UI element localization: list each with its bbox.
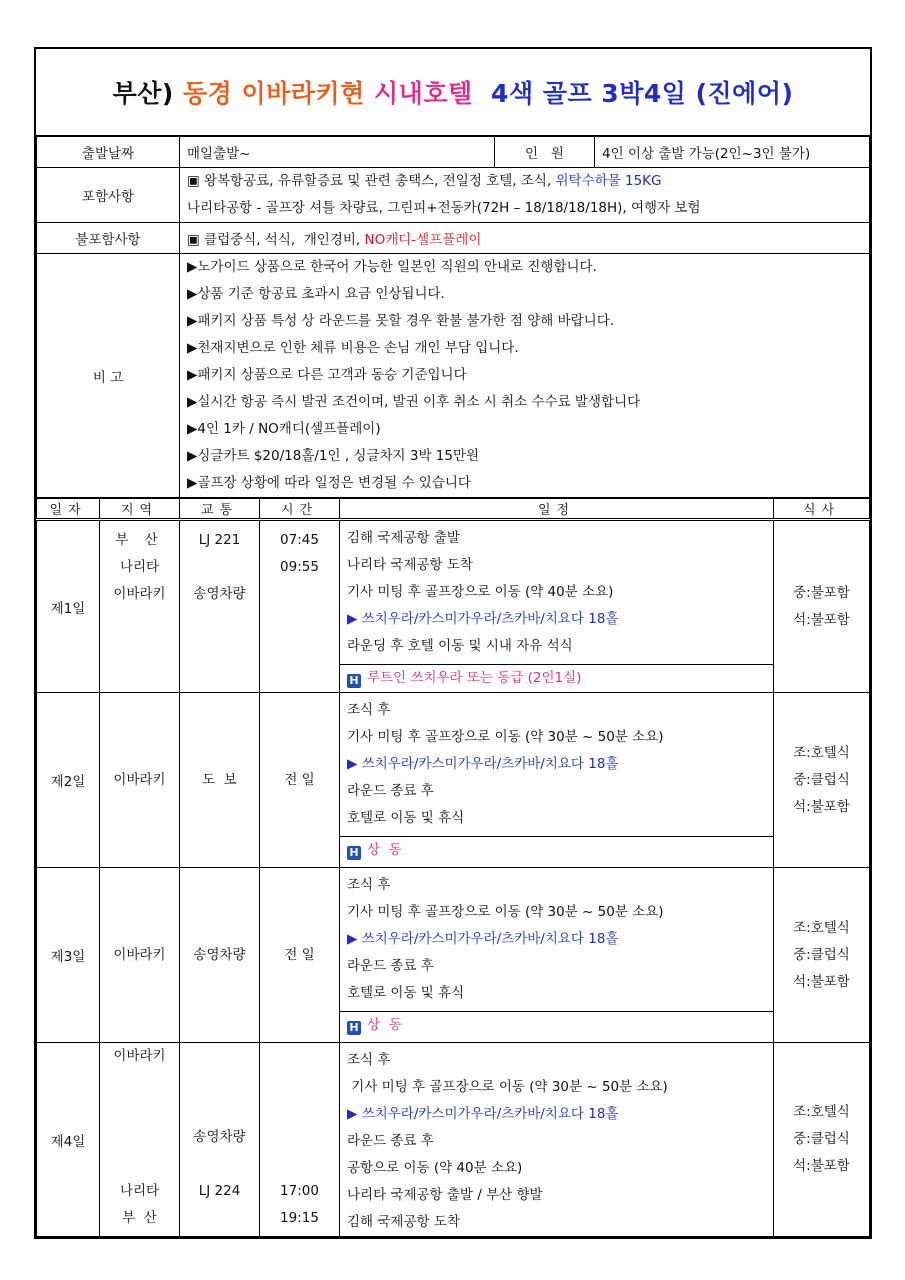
region-line [100, 1070, 179, 1097]
itinerary-line: 호텔로 이동 및 휴식 [347, 985, 465, 1001]
people-label: 인 원 [495, 137, 595, 168]
region-cell [100, 520, 180, 693]
transport-cell [180, 1043, 260, 1237]
region-cell [100, 868, 180, 1043]
transport-line [180, 1097, 259, 1124]
region-line: 부 산 [115, 532, 164, 548]
remark-item: ▶패키지 상품으로 다른 고객과 동승 기준입니다 [187, 367, 467, 383]
itinerary-line: 나리타 국제공항 도착 [347, 557, 473, 573]
meal-item: 중:불포함 [793, 584, 850, 601]
meal-item: 석:불포함 [793, 798, 850, 815]
time-line [260, 1097, 339, 1124]
departure-label: 출발날짜 [37, 137, 180, 168]
itinerary-lines [347, 868, 773, 1007]
remark-item: ▶골프장 상황에 따라 일정은 변경될 수 있습니다 [187, 475, 471, 491]
included-row [37, 168, 870, 223]
itinerary-cell [340, 868, 774, 1043]
transport-line [180, 1043, 259, 1070]
time [260, 521, 339, 581]
meal-item: 조:호텔식 [793, 744, 850, 761]
time-line [260, 1070, 339, 1097]
region-line [100, 1124, 179, 1151]
transport-cell [180, 868, 260, 1043]
transport [180, 767, 259, 794]
time-line: 19:15 [280, 1210, 319, 1226]
header-day: 일자 [37, 499, 100, 520]
day-row [37, 520, 870, 693]
excluded-value [180, 223, 870, 254]
itinerary-line: 라운드 종료 후 [347, 1133, 434, 1149]
hotel-line [340, 664, 773, 692]
excluded-label: 불포함사항 [37, 223, 180, 254]
included-value [180, 168, 870, 223]
region-line: 이바라키 [113, 1048, 166, 1064]
day-label: 제4일 [37, 1043, 100, 1237]
itinerary-line: 라운딩 후 호텔 이동 및 시내 자유 석식 [347, 638, 573, 654]
transport-line [180, 1205, 259, 1232]
time-cell [260, 1043, 340, 1237]
day-label: 제3일 [37, 868, 100, 1043]
included-baggage: 위탁수하물 15KG [555, 173, 662, 189]
hotel-line [340, 836, 773, 864]
itinerary-line: ▶ 쓰치우라/카스미가우라/츠카바/치요다 18홀 [347, 756, 619, 772]
transport-line: 송영차량 [193, 1129, 246, 1145]
itinerary-lines [347, 521, 773, 660]
transport [180, 521, 259, 608]
time [260, 942, 339, 969]
title-part-package: 4색 골프 3박4일 (진에어) [491, 79, 794, 108]
itinerary-cell [340, 693, 774, 868]
itinerary-line: 조식 후 [347, 702, 391, 718]
transport-cell [180, 520, 260, 693]
header-itinerary: 일정 [340, 499, 774, 520]
itinerary-line: 기사 미팅 후 골프장으로 이동 (약 30분 ~ 50분 소요) [347, 729, 664, 745]
meal-item: 석:불포함 [793, 1158, 850, 1174]
day-label: 제2일 [37, 693, 100, 868]
hotel-icon: H [347, 846, 361, 860]
meal-item: 중:클럽식 [793, 771, 850, 788]
included-label: 포함사항 [37, 168, 180, 223]
meal-item: 중:클럽식 [793, 1131, 850, 1147]
itinerary-line: 김해 국제공항 도착 [347, 1214, 460, 1230]
itinerary-line: 라운드 종료 후 [347, 958, 434, 974]
time-cell [260, 520, 340, 693]
excluded-no-caddy: NO캐디-셀프플레이 [364, 232, 482, 248]
remark-item: ▶상품 기준 항공료 초과시 요금 인상됩니다. [187, 286, 445, 302]
remark-item: ▶싱글카트 $20/18홀/1인 , 싱글차지 3박 15만원 [187, 448, 480, 464]
itinerary-line: 기사 미팅 후 골프장으로 이동 (약 40분 소요) [347, 584, 614, 600]
itinerary-line: 나리타 국제공항 출발 / 부산 향발 [347, 1187, 543, 1203]
itinerary-lines [347, 1043, 773, 1236]
region [100, 1043, 179, 1232]
excluded-text: ▣ 클럽중식, 석식, 개인경비, [187, 232, 365, 248]
departure-value: 매일출발~ [180, 137, 495, 168]
transport-cell [180, 693, 260, 868]
meal-item: 중:클럽식 [793, 946, 850, 963]
schedule-header [37, 499, 870, 520]
region-line: 나리타 [119, 1183, 160, 1199]
hotel-name: 상 동 [367, 1017, 402, 1033]
time-cell [260, 868, 340, 1043]
region-line: 이바라키 [113, 771, 166, 788]
region-line: 부 산 [122, 1210, 157, 1226]
info-table [36, 136, 870, 498]
itinerary-cell [340, 1043, 774, 1237]
hotel-icon: H [347, 674, 361, 688]
itinerary-line: 호텔로 이동 및 휴식 [347, 810, 465, 826]
transport-line [180, 1070, 259, 1097]
remark-item: ▶4인 1카 / NO캐디(셀프플레이) [187, 421, 381, 437]
remark-item: ▶실시간 항공 즉시 발권 조건이며, 발권 이후 취소 시 취소 수수료 발생합니다 [187, 394, 641, 410]
meal-cell [774, 868, 870, 1043]
time-line [260, 1151, 339, 1178]
time-line: 전 일 [284, 946, 315, 963]
transport-line: 송영차량 [193, 586, 246, 602]
time-cell [260, 693, 340, 868]
region [100, 521, 179, 608]
header-meal: 식사 [774, 499, 870, 520]
day-label: 제1일 [37, 520, 100, 693]
itinerary-line: ▶ 쓰치우라/카스미가우라/츠카바/치요다 18홀 [347, 1106, 619, 1122]
meal-item: 석:불포함 [793, 973, 850, 990]
hotel-name: 상 동 [367, 842, 402, 858]
itinerary-line: 조식 후 [347, 877, 391, 893]
region-cell [100, 1043, 180, 1237]
title-part-origin: 부산) [112, 79, 174, 108]
region [100, 942, 179, 969]
transport-line: LJ 221 [198, 532, 241, 548]
itinerary-line: 기사 미팅 후 골프장으로 이동 (약 30분 ~ 50분 소요) [347, 904, 664, 920]
remarks-row [37, 254, 870, 498]
remarks-label: 비 고 [37, 254, 180, 498]
itinerary-cell [340, 520, 774, 693]
remark-item: ▶천재지변으로 인한 체류 비용은 손님 개인 부담 입니다. [187, 340, 519, 356]
time-line: 09:55 [280, 559, 319, 575]
meal-cell [774, 520, 870, 693]
itinerary-lines [347, 693, 773, 832]
region-line: 이바라키 [113, 946, 166, 963]
itinerary-line: 기사 미팅 후 골프장으로 이동 (약 30분 ~ 50분 소요) [347, 1079, 668, 1095]
day-row [37, 1043, 870, 1237]
region [100, 767, 179, 794]
meal-cell [774, 1043, 870, 1237]
hotel-line [340, 1011, 773, 1039]
hotel-icon: H [347, 1021, 361, 1035]
meal-item: 조:호텔식 [793, 1104, 850, 1120]
time [260, 1043, 339, 1232]
remarks-list [180, 254, 870, 498]
remark-item: ▶패키지 상품 특성 상 라운드를 못할 경우 환불 불가한 점 양해 바랍니다. [187, 313, 615, 329]
time-line [260, 1124, 339, 1151]
time-line: 17:00 [280, 1183, 319, 1199]
included-line1: ▣ 왕복항공료, 유류할증료 및 관련 총택스, 전일정 호텔, 조식, [187, 173, 556, 189]
itinerary-line: 공항으로 이동 (약 40분 소요) [347, 1160, 523, 1176]
people-value: 4인 이상 출발 가능(2인~3인 불가) [595, 137, 870, 168]
transport [180, 1043, 259, 1232]
region-cell [100, 693, 180, 868]
schedule-table [36, 498, 870, 1237]
transport-line: 송영차량 [193, 946, 246, 963]
meal-item: 석:불포함 [793, 611, 850, 628]
time-line: 07:45 [280, 532, 319, 548]
itinerary-document [34, 47, 872, 1239]
itinerary-line: ▶ 쓰치우라/카스미가우라/츠카바/치요다 18홀 [347, 611, 619, 627]
day-row [37, 868, 870, 1043]
page-title [36, 49, 870, 136]
header-transport: 교통 [180, 499, 260, 520]
itinerary-line: ▶ 쓰치우라/카스미가우라/츠카바/치요다 18홀 [347, 931, 619, 947]
meal-cell [774, 693, 870, 868]
hotel-name: 루트인 쓰치우라 또는 동급 (2인1실) [367, 670, 582, 686]
day-row [37, 693, 870, 868]
transport-line: LJ 224 [198, 1183, 241, 1199]
meal-item: 조:호텔식 [793, 919, 850, 936]
transport-line [180, 1151, 259, 1178]
transport-line [180, 554, 259, 581]
header-time: 시간 [260, 499, 340, 520]
title-part-hotel: 시내호텔 [374, 79, 473, 108]
region-line: 이바라키 [113, 586, 166, 602]
region-line: 나리타 [119, 559, 160, 575]
transport [180, 942, 259, 969]
itinerary-line: 조식 후 [347, 1052, 391, 1068]
header-region: 지역 [100, 499, 180, 520]
itinerary-line: 김해 국제공항 출발 [347, 530, 460, 546]
time [260, 767, 339, 794]
region-line [100, 1151, 179, 1178]
departure-row [37, 137, 870, 168]
title-part-destination: 동경 이바라키현 [183, 79, 365, 108]
excluded-row [37, 223, 870, 254]
region-line [100, 1097, 179, 1124]
remark-item: ▶노가이드 상품으로 한국어 가능한 일본인 직원의 안내로 진행합니다. [187, 259, 597, 275]
time-line: 전 일 [284, 771, 315, 788]
itinerary-line: 라운드 종료 후 [347, 783, 434, 799]
transport-line: 도 보 [202, 771, 237, 788]
included-line2: 나리타공항 - 골프장 셔틀 차량료, 그린피+전동카(72H – 18/18/18/18H), 여행자 보험 [187, 200, 701, 216]
time-line [260, 1043, 339, 1070]
